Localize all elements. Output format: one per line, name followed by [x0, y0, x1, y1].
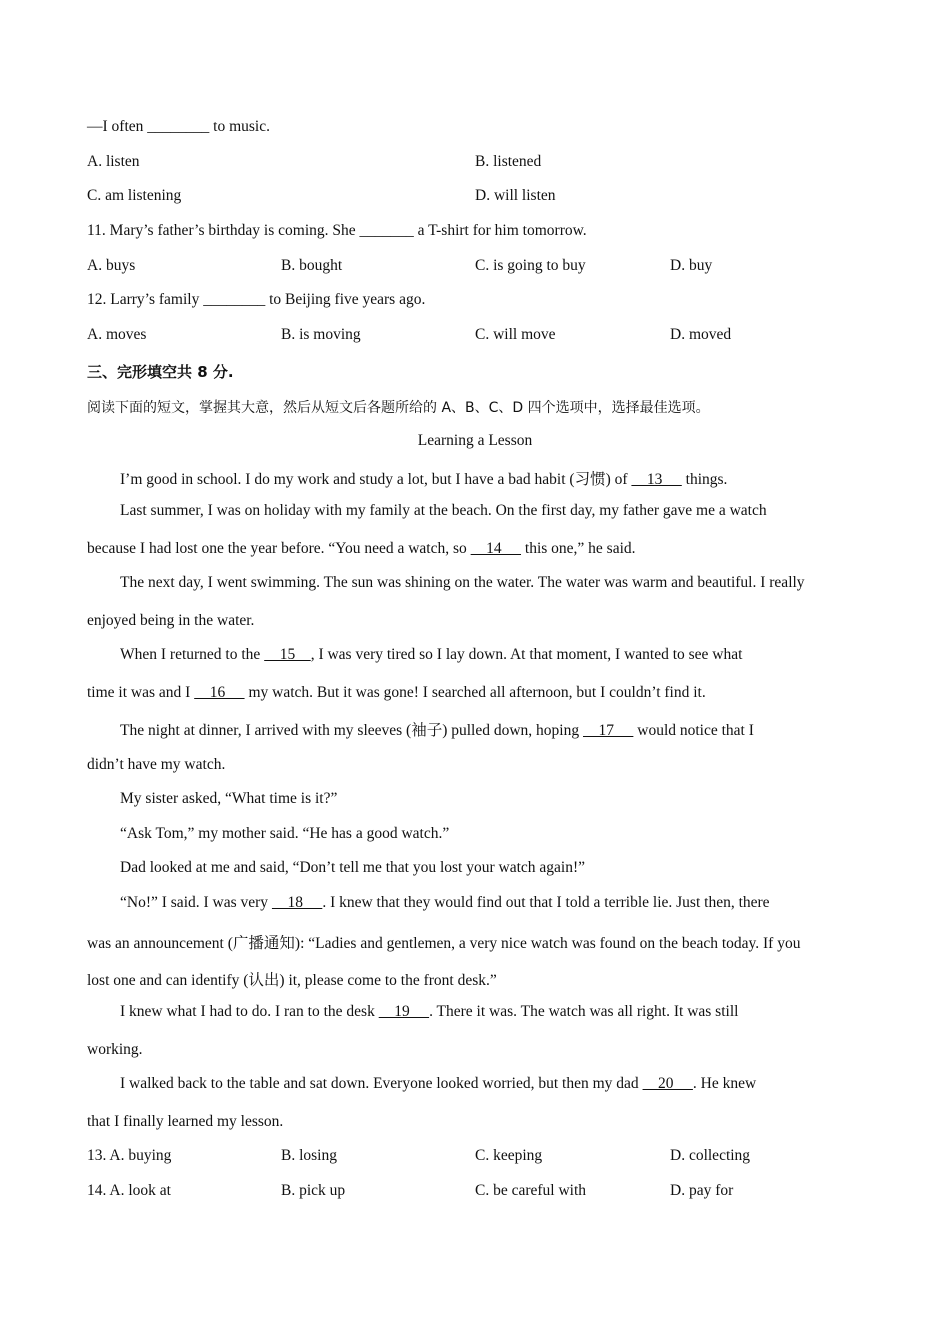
- question-12: 12. Larry’s family ________ to Beijing five years ago.: [87, 291, 426, 308]
- blank-20: 20: [642, 1075, 693, 1092]
- text-span: , I was very tired so I lay down. At that moment, I wanted to see what: [310, 646, 743, 663]
- text-span: I’m good in school. I do my work and study a lot, but I have a bad habit (习惯) of: [120, 471, 632, 488]
- passage-line: [87, 684, 863, 702]
- passage-line: The next day, I went swimming. The sun was shining on the water. The water was warm and beautiful. I really: [120, 574, 805, 591]
- text-span: . He knew: [692, 1075, 757, 1092]
- text-span: my watch. But it was gone! I searched all afternoon, but I couldn’t find it.: [244, 684, 706, 701]
- text-span: I knew what I had to do. I ran to the desk: [120, 1003, 379, 1020]
- option-c: C. is going to buy: [475, 257, 586, 274]
- option-c: C. will move: [475, 326, 556, 343]
- text-span: this one,” he said.: [521, 540, 636, 557]
- text-span: The night at dinner, I arrived with my sleeves (袖子) pulled down, hoping: [120, 722, 583, 739]
- passage-line: that I finally learned my lesson.: [87, 1113, 284, 1130]
- option-d: D. moved: [670, 326, 732, 343]
- option-b: B. losing: [281, 1147, 337, 1164]
- passage-title: Learning a Lesson: [417, 432, 533, 449]
- option-d: D. buy: [670, 257, 713, 274]
- blank-17: 17: [583, 722, 634, 739]
- passage-line: “Ask Tom,” my mother said. “He has a good watch.”: [120, 825, 450, 842]
- blank-19: 19: [378, 1003, 430, 1020]
- passage-line: was an announcement (广播通知): “Ladies and gentlemen, a very nice watch was found on the beach today. If you: [87, 935, 801, 952]
- passage-line: [120, 718, 863, 740]
- option-c: C. be careful with: [475, 1182, 587, 1199]
- question-10-tail: —I often ________ to music.: [87, 118, 270, 135]
- blank-16: 16: [194, 684, 245, 701]
- blank-14: 14: [470, 540, 522, 557]
- option-c: C. keeping: [475, 1147, 543, 1164]
- option-b: B. bought: [281, 257, 343, 274]
- blank-13: 13: [631, 471, 682, 488]
- option-b: B. listened: [475, 153, 542, 170]
- passage-line: [120, 894, 863, 912]
- option-a: A. moves: [87, 326, 147, 343]
- option-a: A. listen: [87, 153, 140, 170]
- option-d: D. will listen: [475, 187, 556, 204]
- text-span: because I had lost one the year before. “You need a watch, so: [87, 540, 471, 557]
- option-a: 14. A. look at: [87, 1182, 171, 1199]
- passage-line: lost one and can identify (认出) it, please come to the front desk.”: [87, 972, 497, 989]
- option-d: D. collecting: [670, 1147, 751, 1164]
- text-span: When I returned to the: [120, 646, 265, 663]
- option-b: B. pick up: [281, 1182, 346, 1199]
- option-a: A. buys: [87, 257, 136, 274]
- option-a: 13. A. buying: [87, 1147, 172, 1164]
- passage-line: Dad looked at me and said, “Don’t tell me that you lost your watch again!”: [120, 859, 586, 876]
- text-span: . I knew that they would find out that I told a terrible lie. Just then, there: [322, 894, 770, 911]
- passage-line: [87, 540, 863, 558]
- passage-line: [120, 467, 863, 489]
- option-c: C. am listening: [87, 187, 182, 204]
- text-span: I walked back to the table and sat down. Everyone looked worried, but then my dad: [120, 1075, 643, 1092]
- option-d: D. pay for: [670, 1182, 734, 1199]
- passage-line: Last summer, I was on holiday with my family at the beach. On the first day, my father gave me a watch: [120, 502, 767, 519]
- passage-line: working.: [87, 1041, 143, 1058]
- question-11: 11. Mary’s father’s birthday is coming. She _______ a T-shirt for him tomorrow.: [87, 222, 587, 239]
- text-span: would notice that I: [633, 722, 754, 739]
- passage-line: [120, 1003, 863, 1021]
- section-title: 三、完形填空共 8 分.: [87, 363, 234, 381]
- passage-line: enjoyed being in the water.: [87, 612, 255, 629]
- passage-line: [120, 1075, 863, 1093]
- passage-line: [120, 646, 863, 664]
- text-span: things.: [681, 471, 728, 488]
- passage-line: didn’t have my watch.: [87, 756, 226, 773]
- blank-18: 18: [271, 894, 323, 911]
- passage-line: My sister asked, “What time is it?”: [120, 790, 338, 807]
- blank-15: 15: [264, 646, 311, 663]
- text-span: time it was and I: [87, 684, 195, 701]
- option-b: B. is moving: [281, 326, 361, 343]
- text-span: “No!” I said. I was very: [120, 894, 272, 911]
- text-span: . There it was. The watch was all right. It was still: [429, 1003, 739, 1020]
- section-instruction: 阅读下面的短文，掌握其大意，然后从短文后各题所给的 A、B、C、D 四个选项中，选择最佳选项。: [87, 400, 710, 416]
